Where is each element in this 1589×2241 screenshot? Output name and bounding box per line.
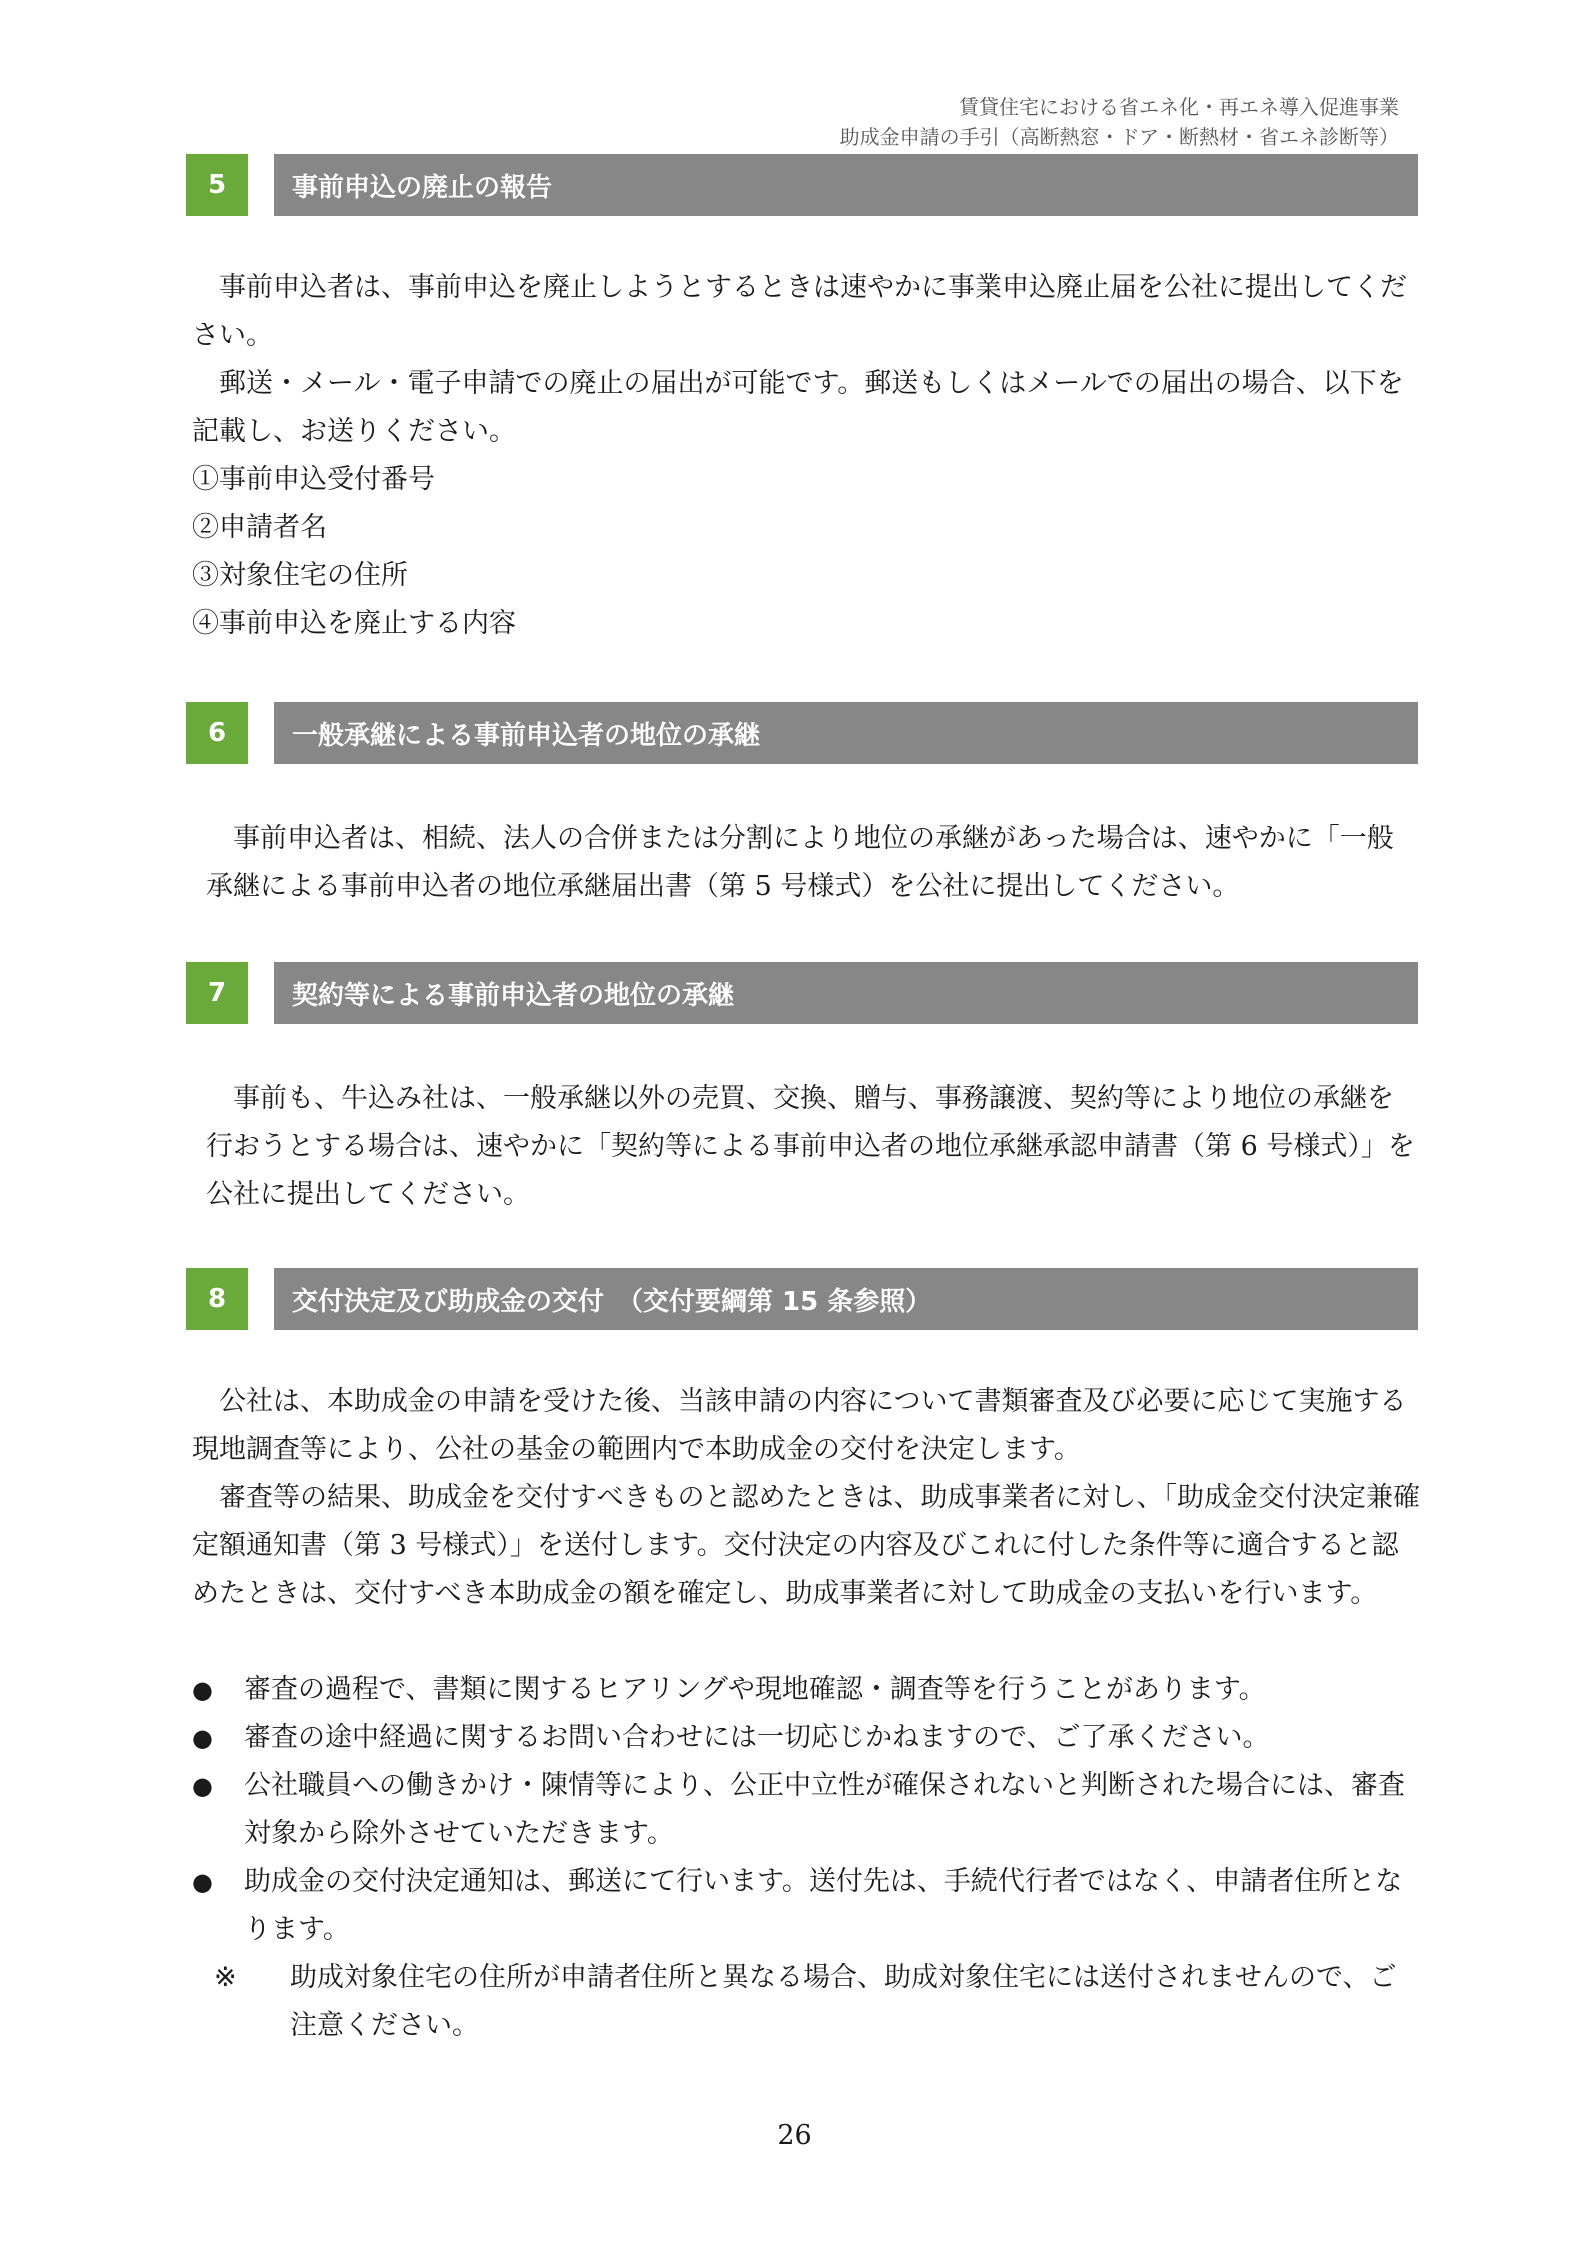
paragraph: 審査等の結果、助成金を交付すべきものと認めたときは、助成事業者に対し、「助成金交付決定兼確定額通知書（第 3 号様式）」を送付します。交付決定の内容及びこれに付した条件等に適合すると認めたときは、交付すべき本助成金の額を確定し、助成事業者に対して助成金の支払いを行います。 <box>192 1482 1420 1609</box>
section-title: 交付決定及び助成金の交付 （交付要綱第 15 条参照） <box>274 1268 1418 1330</box>
paragraph: 事前申込者は、事前申込を廃止しようとするときは速やかに事業申込廃止届を公社に提出してください。 <box>192 272 1407 351</box>
section-title: 一般承継による事前申込者の地位の承継 <box>274 702 1418 764</box>
reference-mark-icon: ※ <box>214 1962 237 1993</box>
bullet-text: 公社職員への働きかけ・陳情等により、公正中立性が確保されないと判断された場合には、審査対象から除外させていただきます。 <box>244 1770 1405 1849</box>
section-title: 事前申込の廃止の報告 <box>274 154 1418 216</box>
list-item: ②申請者名 <box>192 512 327 543</box>
paragraph: 事前も、牛込み社は、一般承継以外の売買、交換、贈与、事務譲渡、契約等により地位の承継を行おうとする場合は、速やかに「契約等による事前申込者の地位承継承認申請書（第 6 号様式）」を公社に提出してください。 <box>206 1083 1415 1210</box>
bullet-item <box>192 1762 1420 1858</box>
bullet-icon: ● <box>192 1676 213 1704</box>
note <box>214 1954 1420 2050</box>
section-5-heading <box>186 154 1418 216</box>
section-number: 5 <box>186 154 248 216</box>
page-number: 26 <box>777 2120 812 2151</box>
section-8-body <box>192 1378 1420 1618</box>
bullet-icon: ● <box>192 1772 213 1800</box>
section-number: 7 <box>186 962 248 1024</box>
bullet-text: 審査の過程で、書類に関するヒアリングや現地確認・調査等を行うことがあります。 <box>244 1674 1266 1705</box>
bullet-item <box>192 1714 1420 1762</box>
section-7-body <box>206 1075 1420 1219</box>
list-item: ③対象住宅の住所 <box>192 560 408 591</box>
header-line-2: 助成金申請の手引（高断熱窓・ドア・断熱材・省エネ診断等） <box>839 125 1399 149</box>
section-8-heading <box>186 1268 1418 1330</box>
section-number: 6 <box>186 702 248 764</box>
bullet-item <box>192 1858 1420 1954</box>
section-title: 契約等による事前申込者の地位の承継 <box>274 962 1418 1024</box>
section-5-body <box>192 264 1420 648</box>
section-6-heading <box>186 702 1418 764</box>
header-line-1: 賃貸住宅における省エネ化・再エネ導入促進事業 <box>959 95 1399 119</box>
bullet-text: 助成金の交付決定通知は、郵送にて行います。送付先は、手続代行者ではなく、申請者住所となります。 <box>244 1866 1403 1945</box>
section-6-body <box>206 815 1420 911</box>
list-item: ①事前申込受付番号 <box>192 464 435 495</box>
bullet-icon: ● <box>192 1724 213 1752</box>
list-item: ④事前申込を廃止する内容 <box>192 608 516 639</box>
bullet-item <box>192 1666 1420 1714</box>
bullet-text: 審査の途中経過に関するお問い合わせには一切応じかねますので、ご了承ください。 <box>244 1722 1270 1753</box>
note-text: 助成対象住宅の住所が申請者住所と異なる場合、助成対象住宅には送付されませんので、ご注意ください。 <box>290 1962 1397 2041</box>
section-7-heading <box>186 962 1418 1024</box>
bullet-icon: ● <box>192 1868 213 1896</box>
section-number: 8 <box>186 1268 248 1330</box>
running-header <box>840 92 1399 152</box>
paragraph: 事前申込者は、相続、法人の合併または分割により地位の承継があった場合は、速やかに「一般承継による事前申込者の地位承継届出書（第 5 号様式）を公社に提出してください。 <box>206 823 1394 902</box>
paragraph: 郵送・メール・電子申請での廃止の届出が可能です。郵送もしくはメールでの届出の場合、以下を記載し、お送りください。 <box>192 368 1404 447</box>
section-8-bullets <box>192 1666 1420 2050</box>
paragraph: 公社は、本助成金の申請を受けた後、当該申請の内容について書類審査及び必要に応じて実施する現地調査等により、公社の基金の範囲内で本助成金の交付を決定します。 <box>192 1386 1407 1465</box>
